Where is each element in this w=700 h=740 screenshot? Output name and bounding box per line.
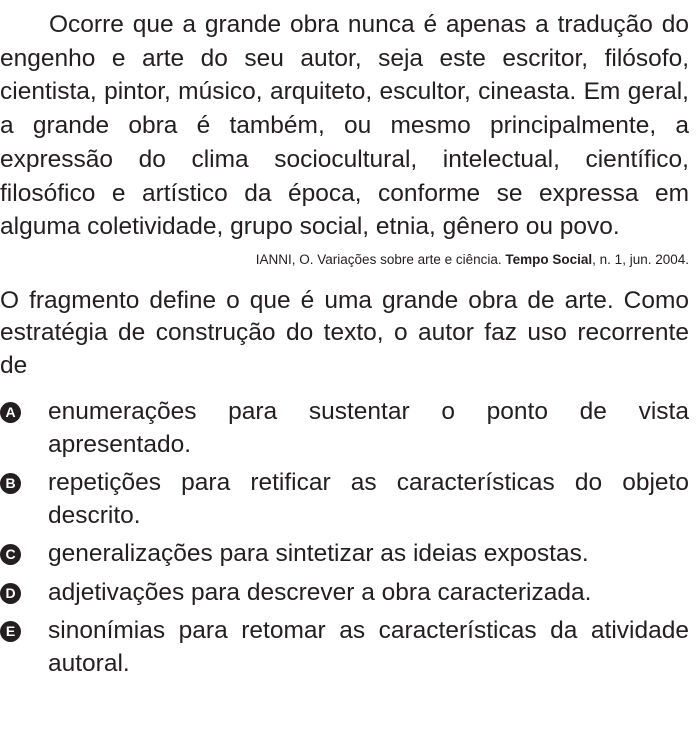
option-e[interactable] bbox=[0, 615, 689, 680]
option-b[interactable] bbox=[0, 467, 689, 532]
option-a[interactable] bbox=[0, 396, 689, 461]
citation-suffix: , n. 1, jun. 2004. bbox=[592, 251, 689, 267]
option-b-letter-badge: B bbox=[0, 473, 21, 494]
option-b-text: repetições para retificar as características do objeto descrito. bbox=[48, 469, 689, 529]
passage-text: Ocorre que a grande obra nunca é apenas a tradução do engenho e arte do seu autor, seja este escritor, filósofo, cientista, pintor, músico, arquiteto, escultor, cineasta. Em geral, a grande obra é também, ou mesmo principalmente, a expressão do clima sociocultural, intelectual, científico, filosófico e artístico da época, conforme se expressa em alguma coletividade, grupo social, etnia, gênero ou povo. bbox=[0, 11, 689, 241]
citation bbox=[0, 251, 689, 269]
option-c-text: generalizações para sintetizar as ideias expostas. bbox=[48, 540, 589, 568]
option-c-letter-badge: C bbox=[0, 544, 21, 565]
option-e-letter-badge: E bbox=[0, 621, 21, 642]
citation-prefix: IANNI, O. Variações sobre arte e ciência. bbox=[255, 251, 506, 267]
citation-journal: Tempo Social bbox=[505, 251, 593, 267]
option-e-text: sinonímias para retomar as características da atividade autoral. bbox=[48, 617, 689, 677]
option-a-letter-badge: A bbox=[0, 402, 21, 423]
question-stem: O fragmento define o que é uma grande obra de arte. Como estratégia de construção do texto, o autor faz uso recorrente de bbox=[0, 286, 689, 379]
option-c[interactable] bbox=[0, 538, 689, 571]
option-a-text: enumerações para sustentar o ponto de vista apresentado. bbox=[48, 398, 689, 458]
option-d[interactable] bbox=[0, 577, 689, 610]
option-d-text: adjetivações para descrever a obra caracterizada. bbox=[48, 578, 592, 606]
answer-options bbox=[0, 396, 689, 680]
option-d-letter-badge: D bbox=[0, 583, 21, 604]
